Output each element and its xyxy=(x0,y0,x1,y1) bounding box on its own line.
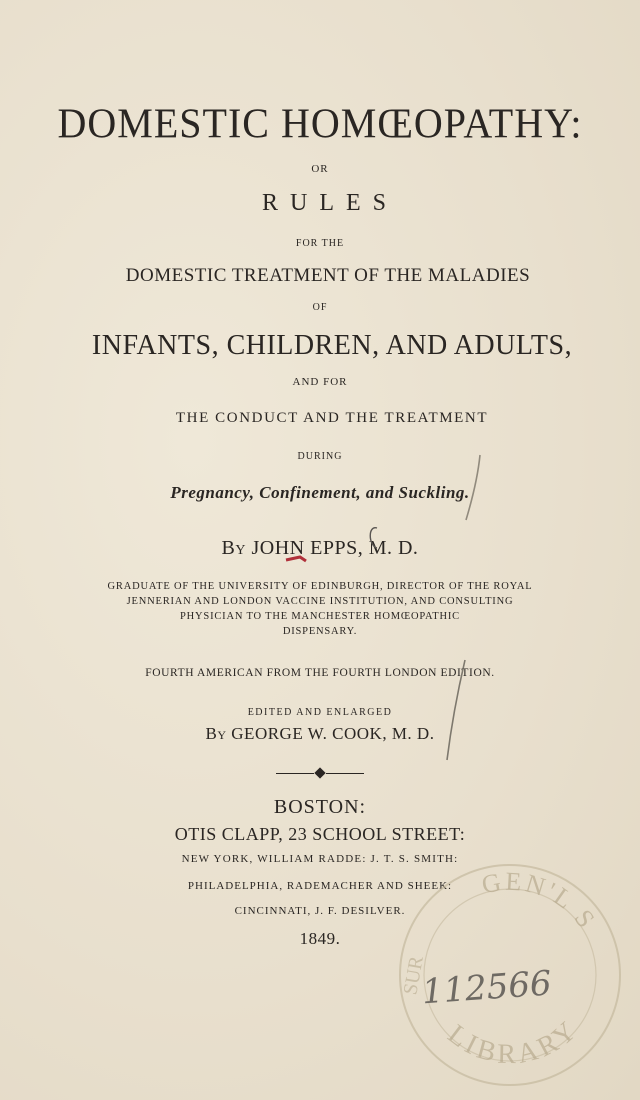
during-connector: DURING xyxy=(297,451,343,462)
credentials-line: GRADUATE OF THE UNIVERSITY OF EDINBURGH, DIRECTOR OF THE ROYAL xyxy=(107,581,533,592)
and-for-connector: AND FOR xyxy=(292,376,348,388)
diamond-ornament-icon xyxy=(314,767,325,778)
svg-text:GEN'L S xyxy=(479,867,602,936)
credentials-line: JENNERIAN AND LONDON VACCINE INSTITUTION, AND CONSULTING xyxy=(126,596,514,607)
rule-left xyxy=(276,773,314,774)
editor-line xyxy=(0,724,640,744)
credentials-line: PHYSICIAN TO THE MANCHESTER HOMŒOPATHIC xyxy=(180,611,460,622)
of-connector: OF xyxy=(312,302,328,313)
editor-name: GEORGE W. COOK, M. D. xyxy=(231,724,435,743)
conduct-treatment-line: THE CONDUCT AND THE TREATMENT xyxy=(175,410,489,426)
handwritten-shelf-mark: 112566 xyxy=(420,963,553,1013)
rules-heading: RULES xyxy=(261,190,398,216)
stamp-bottom-text: LIBRARY xyxy=(441,1013,586,1071)
author-line xyxy=(0,537,640,560)
author-credentials xyxy=(0,579,640,639)
imprint-line: PHILADELPHIA, RADEMACHER AND SHEEK: xyxy=(187,880,453,892)
imprint-line: CINCINNATI, J. F. DESILVER. xyxy=(234,905,406,917)
main-title: DOMESTIC HOMŒOPATHY: xyxy=(57,99,583,148)
ornamental-rule xyxy=(0,768,640,780)
credentials-line: DISPENSARY. xyxy=(282,626,358,637)
domestic-treatment-line: DOMESTIC TREATMENT OF THE MALADIES xyxy=(125,265,531,286)
imprint-line: NEW YORK, WILLIAM RADDE: J. T. S. SMITH: xyxy=(181,853,459,865)
imprint-publisher: OTIS CLAPP, 23 SCHOOL STREET: xyxy=(174,824,466,844)
imprint-year: 1849. xyxy=(299,929,341,948)
for-the-connector: FOR THE xyxy=(295,238,345,249)
editor-by: By xyxy=(205,724,227,743)
edition-statement: FOURTH AMERICAN FROM THE FOURTH LONDON EDITION. xyxy=(145,667,495,679)
stamp-left-text: SUR xyxy=(399,954,428,997)
author-name: JOHN EPPS, M. D. xyxy=(251,537,419,559)
author-by: By xyxy=(221,537,246,559)
or-connector: OR xyxy=(311,163,329,175)
edited-enlarged-line: EDITED AND ENLARGED xyxy=(247,707,393,718)
infants-children-adults-line: INFANTS, CHILDREN, AND ADULTS, xyxy=(91,330,573,361)
imprint-city: BOSTON: xyxy=(273,796,367,818)
stamp-top-text: GEN'L S xyxy=(479,866,603,936)
rule-right xyxy=(326,773,364,774)
svg-text:LIBRARY xyxy=(442,1013,585,1070)
pregnancy-confinement-suckling-line: Pregnancy, Confinement, and Suckling. xyxy=(170,483,470,502)
